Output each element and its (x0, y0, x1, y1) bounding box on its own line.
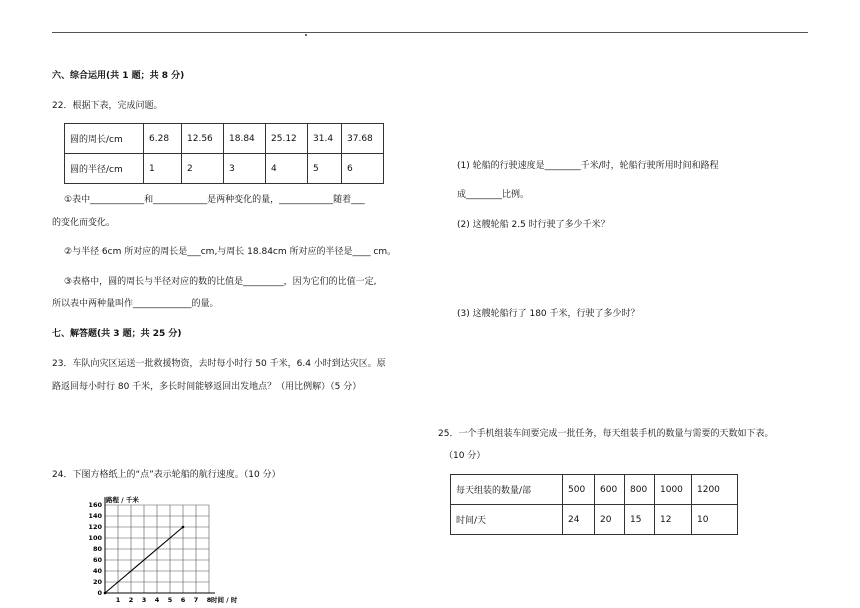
q22-table-cell: 31.4 (308, 124, 342, 154)
q22-table-cell: 12.56 (182, 124, 224, 154)
chart-y-tick-label: 100 (88, 534, 102, 543)
q24-sub-2: (2) 这艘轮船 2.5 时行驶了多少千米？ (457, 220, 610, 230)
q25-table-cell: 10 (692, 505, 738, 535)
q22-table-cell: 1 (144, 154, 182, 184)
q25-table-cell: 500 (563, 475, 595, 505)
q22-table-cell: 4 (266, 154, 308, 184)
q24-sub-3: (3) 这艘轮船行了 180 千米，行驶了多少时？ (457, 309, 640, 319)
chart-y-axis-label: 路程 / 千米 (106, 496, 139, 504)
q22-table-cell: 圆的周长/cm (65, 124, 144, 154)
section-6-heading: 六、综合运用(共 1 题；共 8 分) (52, 71, 185, 81)
q25-table-cell: 800 (625, 475, 655, 505)
q25-table-cell: 时间/天 (451, 505, 563, 535)
q25-line-2: （10 分） (444, 451, 486, 461)
q22-table-cell: 6.28 (144, 124, 182, 154)
chart-y-tick-label: 80 (92, 545, 102, 554)
q22-line-1: ①表中____________和____________是两种变化的量，____________随着___ (64, 195, 365, 205)
q22-table (64, 123, 384, 184)
q22-line-2: 的变化而变化。 (52, 218, 116, 228)
chart-x-tick-label: 4 (154, 596, 160, 604)
chart-x-tick-label: 7 (193, 596, 199, 604)
q25-table-cell: 20 (595, 505, 625, 535)
chart-x-tick-label: 6 (180, 596, 186, 604)
chart-data-point (182, 526, 185, 529)
chart-x-tick-label: 2 (128, 596, 134, 604)
q25-table-cell: 15 (625, 505, 655, 535)
q22-table-cell: 37.68 (342, 124, 384, 154)
chart-y-tick-label: 20 (92, 578, 102, 587)
q24-sub-1b: 成________比例。 (457, 190, 530, 200)
q23-line-2: 路返回每小时行 80 千米，多长时间能够返回出发地点？（用比例解）（5 分） (52, 382, 362, 392)
chart-y-tick-label: 120 (88, 523, 102, 532)
chart-y-tick-label: 40 (92, 567, 102, 576)
q22-table-cell: 6 (342, 154, 384, 184)
q24-speed-chart (84, 494, 264, 606)
q25-table-cell: 600 (595, 475, 625, 505)
chart-y-tick-label: 140 (88, 512, 102, 521)
q22-table-cell: 18.84 (224, 124, 266, 154)
chart-x-tick-label: 5 (167, 596, 173, 604)
q22-table-row (65, 124, 384, 154)
chart-y-tick-label: 0 (97, 589, 102, 598)
chart-x-tick-label: 1 (115, 596, 121, 604)
q22-table-cell: 25.12 (266, 124, 308, 154)
q22-prompt: 22．根据下表，完成问题。 (52, 101, 163, 111)
chart-x-axis-label: 时间 / 时 (211, 596, 238, 604)
q25-line-1: 25．一个手机组装车间要完成一批任务，每天组装手机的数量与需要的天数如下表。 (438, 429, 774, 439)
q25-table-cell: 12 (655, 505, 692, 535)
chart-data-point (104, 592, 107, 595)
q25-table-cell: 1200 (692, 475, 738, 505)
section-7-heading: 七、解答题(共 3 题；共 25 分) (52, 329, 182, 339)
q22-table-cell: 5 (308, 154, 342, 184)
chart-x-tick-label: 3 (141, 596, 147, 604)
q25-table (450, 474, 738, 535)
header-mark (305, 34, 307, 36)
q22-table-cell: 3 (224, 154, 266, 184)
chart-y-tick-label: 160 (88, 501, 102, 510)
q23-line-1: 23．车队向灾区运送一批救援物资，去时每小时行 50 千米，6.4 小时到达灾区。原 (52, 359, 386, 369)
q25-table-row (451, 505, 738, 535)
q25-table-cell: 每天组装的数量/部 (451, 475, 563, 505)
q25-table-cell: 1000 (655, 475, 692, 505)
q25-table-row (451, 475, 738, 505)
q22-line-4: ③表格中，圆的周长与半径对应的数的比值是_________，因为它们的比值一定, (64, 277, 377, 287)
q22-table-row (65, 154, 384, 184)
q25-table-cell: 24 (563, 505, 595, 535)
q24-prompt: 24．下图方格纸上的“点”表示轮船的航行速度。（10 分） (52, 470, 281, 480)
chart-y-tick-label: 60 (92, 556, 102, 565)
q22-table-cell: 圆的半径/cm (65, 154, 144, 184)
q22-line-5: 所以表中两种量叫作_____________的量。 (52, 299, 219, 309)
header-rule (52, 32, 808, 33)
q24-sub-1a: (1) 轮船的行驶速度是________千米/时，轮船行驶所用时间和路程 (457, 161, 719, 171)
q22-table-cell: 2 (182, 154, 224, 184)
q22-line-3: ②与半径 6cm 所对应的周长是___cm,与周长 18.84cm 所对应的半径是____ cm。 (64, 247, 397, 257)
chart-x-tick-label: 8 (206, 596, 212, 604)
